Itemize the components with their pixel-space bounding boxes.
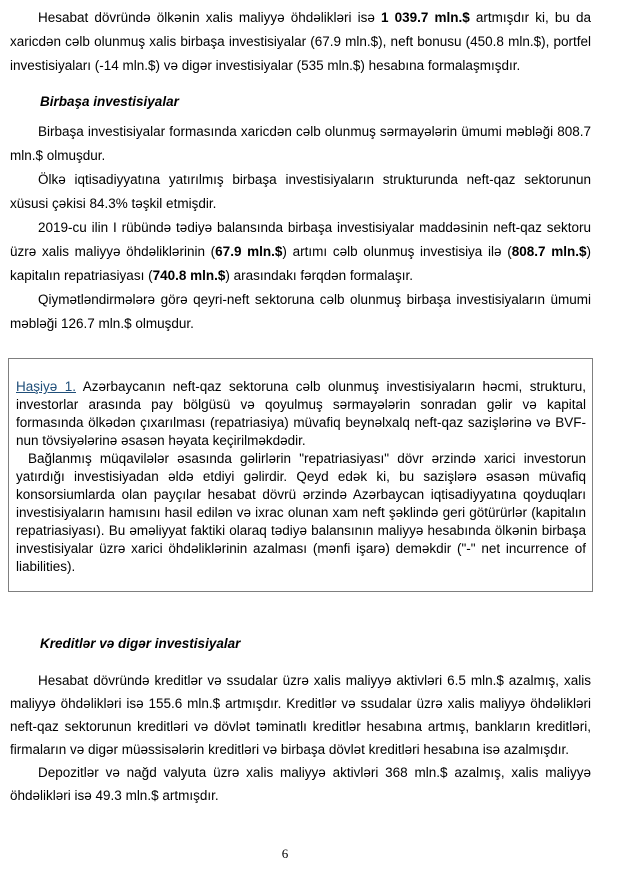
heading-direct-investments: Birbaşa investisiyalar — [40, 94, 179, 109]
intro-text-post: artmışdır ki, bu da xaricdən cəlb olunmuş xalis birbaşa investisiyalar (67.9 mln.$), neft bonusu (450.8 mln.$), portfel investisiyaları (-14 mln.$) və digər investisiyalar (535 mln.$) hesabına formalaşmışdır. — [10, 10, 591, 73]
note-box-label: Haşiyə 1. — [16, 379, 76, 394]
direct-investments-paragraph-1: Birbaşa investisiyalar formasında xaricdən cəlb olunmuş sərmayələrin ümumi məbləği 808.7 mln.$ olmuşdur. — [10, 124, 591, 163]
p3-bold-3: 740.8 mln.$ — [152, 268, 226, 283]
direct-investments-paragraph-2: Ölkə iqtisadiyyatına yatırılmış birbaşa investisiyaların strukturunda neft-qaz sektorunun xüsusi çəkisi 84.3% təşkil etmişdir. — [10, 172, 591, 211]
page-content — [10, 6, 591, 807]
intro-paragraph — [10, 6, 591, 78]
direct-investments-paragraph-3 — [10, 216, 591, 288]
p3-segment-1: 2019-cu ilin I rübündə tədiyə balansında birbaşa investisiyalar maddəsinin neft-qaz sektoru üzrə xalis maliyyə öhdəliklərinin ( — [10, 220, 591, 259]
p3-segment-3: ) kapitalın repatriasiyası ( — [10, 244, 592, 283]
note-box-text-1: Azərbaycanın neft-qaz sektoruna cəlb olunmuş investisiyaların həcmi, strukturu, investorlar arasında pay bölgüsü və qoyulmuş sərmayələrin sonradan gəlir və kapital formasında ölkədən çıxarılması (repatriasiya) müvafiq beynəlxalq neft-qaz sazişlərinə və BVF-nun tövsiyələrinə əsasən həyata keçirilməkdədir. — [16, 379, 586, 448]
intro-bold-value: 1 039.7 mln.$ — [380, 10, 470, 25]
p3-segment-2: ) artımı cəlb olunmuş investisiya ilə ( — [282, 244, 512, 259]
note-box-paragraph-2: Bağlanmış müqavilələr əsasında gəlirlərin "repatriasiyası" dövr ərzində xarici investorun yatırdığı investisiyadan əldə etdiyi gəlirdir. Qeyd edək ki, bu sazişlərə əsasən müvafiq konsorsiumlarda olan payçılar hesabat dövrü ərzində Azərbaycan iqtisadiyyatına qoyduqları investisiyaların hamısını hasil edilən və ixrac olunan xam neft şəklində geri götürürlər (kapitalın repatriasiyası). Bu əməliyyat faktiki olaraq tədiyə balansının maliyyə hesabında ölkənin birbaşa investisiyalar üzrə xarici öhdəliklərinin azalması (mənfi işarə) deməkdir ("-" net incurrence of liabilities). — [16, 451, 586, 574]
page-number: 6 — [281, 846, 289, 861]
credits-paragraph-2: Depozitlər və nağd valyuta üzrə xalis maliyyə aktivləri 368 mln.$ azalmış, xalis maliyyə öhdəlikləri isə 49.3 mln.$ artmışdır. — [10, 765, 591, 803]
note-box-paragraph-1 — [16, 378, 586, 450]
p3-segment-4: ) arasındakı fərqdən formalaşır. — [225, 268, 413, 283]
p3-bold-1: 67.9 mln.$ — [215, 244, 283, 259]
note-box — [8, 358, 593, 592]
credits-paragraph-1: Hesabat dövründə kreditlər və ssudalar üzrə xalis maliyyə aktivləri 6.5 mln.$ azalmış, xalis maliyyə öhdəlikləri isə 155.6 mln.$ artmışdır. Kreditlər və ssudalar üzrə xalis maliyyə öhdəlikləri neft-qaz sektorunun kreditləri və dövlət təminatlı kreditlər hesabına artmış, bankların kreditləri, firmaların və digər müəssisələrin kreditləri və birbaşa dövlət kreditləri hesabına isə azalmışdır. — [10, 673, 591, 757]
direct-investments-paragraph-4: Qiymətləndirmələrə görə qeyri-neft sektoruna cəlb olunmuş birbaşa investisiyaların ümumi məbləği 126.7 mln.$ olmuşdur. — [10, 292, 591, 331]
p3-bold-2: 808.7 mln.$ — [511, 244, 587, 259]
heading-credits-other-investments: Kreditlər və digər investisiyalar — [40, 636, 241, 651]
intro-text-pre: Hesabat dövründə ölkənin xalis maliyyə öhdəlikləri isə — [38, 10, 381, 25]
